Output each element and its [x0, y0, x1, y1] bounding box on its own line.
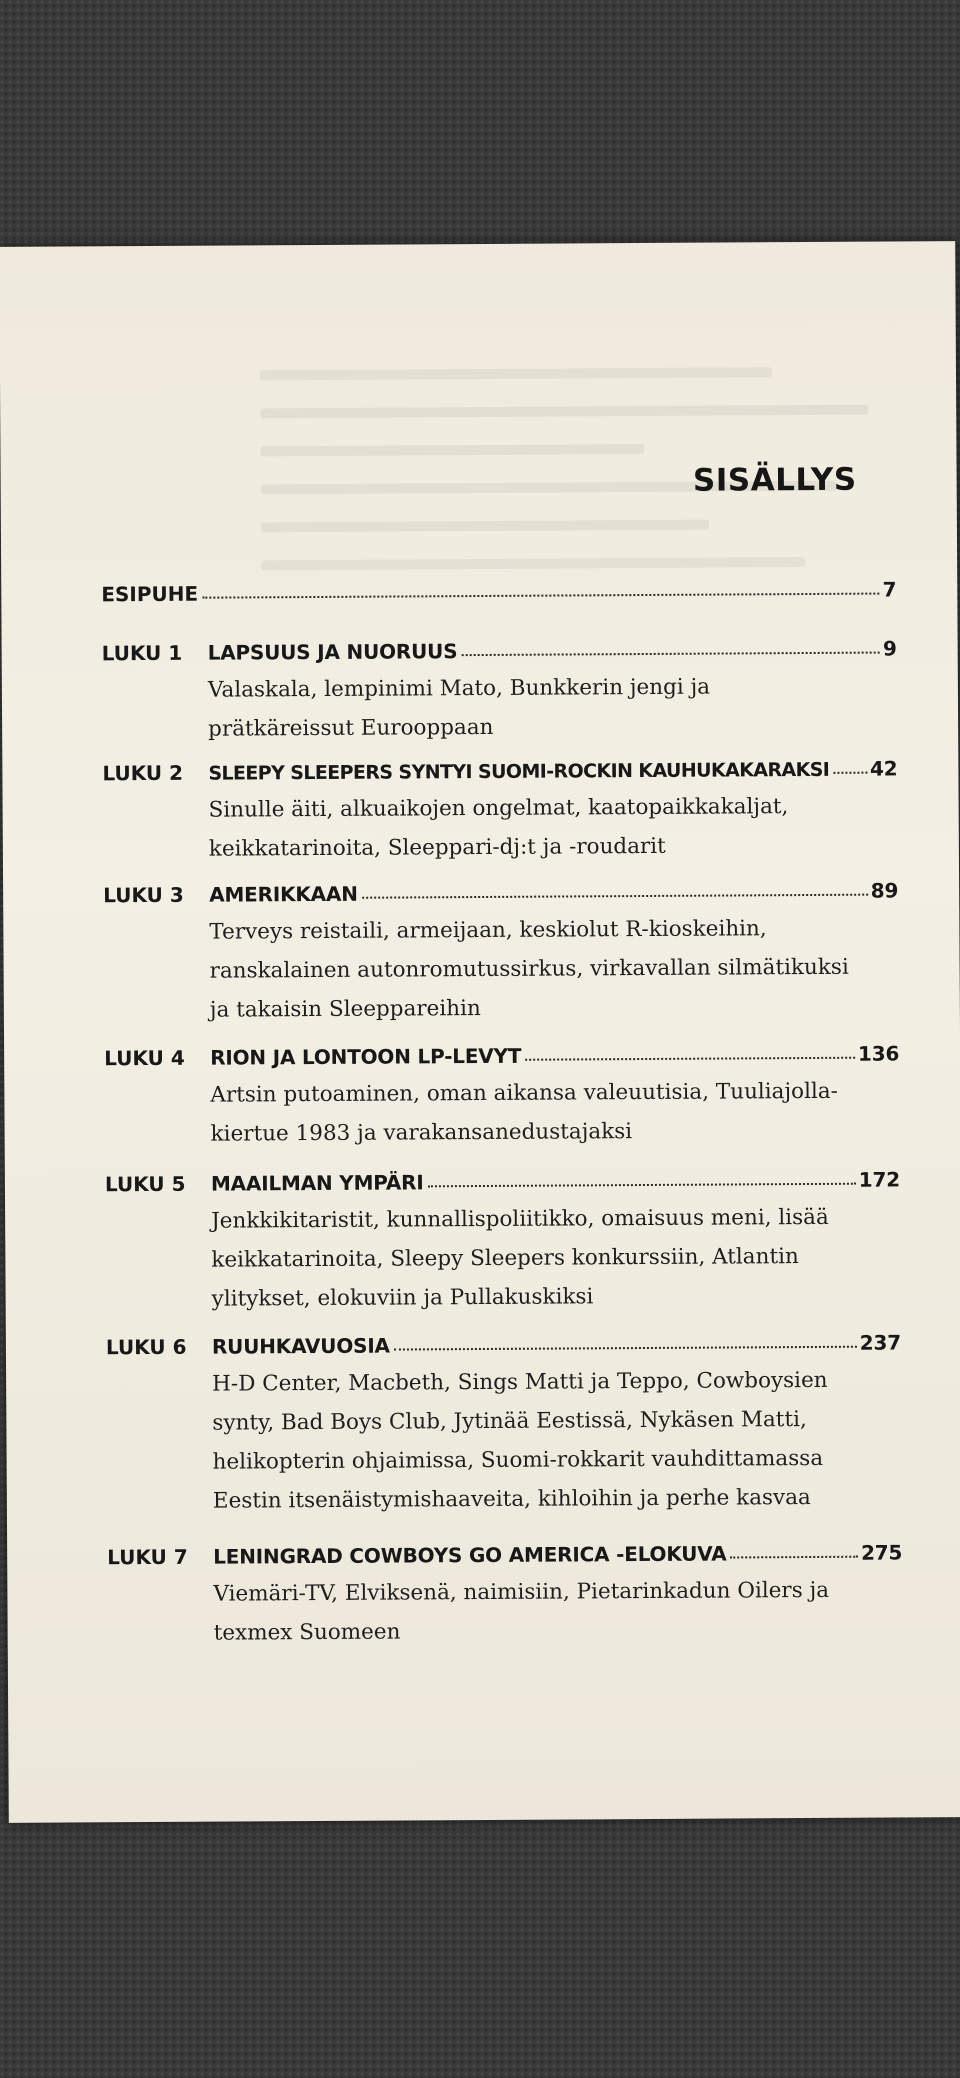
toc-entry-label: LUKU 1 — [101, 640, 183, 666]
toc-entry-description: Artsin putoaminen, oman aikansa valeuutisia, Tuuliajolla-kiertue 1983 ja varakansanedustajaksi — [210, 1078, 838, 1147]
toc-entry-chapter-1 — [102, 636, 898, 749]
toc-entry-title: SLEEPY SLEEPERS SYNTYI SUOMI-ROCKIN KAUHUKAKARAKSI — [208, 758, 830, 785]
toc-entry-label: ESIPUHE — [101, 581, 199, 607]
toc-entry-label: LUKU 7 — [107, 1544, 188, 1570]
toc-entry-description: Viemäri-TV, Elviksenä, naimisiin, Pietarinkadun Oilers ja texmex Suomeen — [213, 1577, 830, 1646]
toc-entry-page: 9 — [882, 636, 897, 661]
toc-entry-label: LUKU 4 — [104, 1045, 185, 1071]
toc-entry-chapter-3 — [103, 878, 899, 1030]
toc-entry-label: LUKU 3 — [103, 882, 184, 908]
toc-entry-description: Terveys reistaili, armeijaan, keskiolut R-kioskeihin, ranskalainen autonromutussirkus, virkavallan silmätikuksi ja takaisin Sleeppareihin — [209, 916, 849, 1023]
toc-entry-title: RUUHKAVUOSIA — [211, 1333, 390, 1359]
toc-entry-chapter-5 — [105, 1167, 901, 1319]
leader-dots — [525, 1057, 855, 1061]
toc-entry-chapter-2 — [102, 756, 898, 869]
book-page — [0, 241, 960, 1823]
toc-entry-title: AMERIKKAAN — [209, 881, 358, 907]
toc-entry-description: H-D Center, Macbeth, Sings Matti ja Teppo, Cowboysien synty, Bad Boys Club, Jytinää Eestissä, Nykäsen Matti, helikopterin ohjaimissa, Suomi-rokkarit vauhdittamassa Eestin itsenäistymishaaveita, kihloihin ja perhe kasvaa — [212, 1367, 828, 1514]
toc-entry-chapter-7 — [107, 1540, 903, 1653]
toc-entry-page: 237 — [859, 1330, 901, 1355]
toc-entry-page: 89 — [870, 878, 899, 903]
toc-entry-title: LENINGRAD COWBOYS GO AMERICA -ELOKUVA — [213, 1541, 727, 1569]
leader-dots — [202, 593, 879, 599]
toc-entry-page: 136 — [857, 1041, 900, 1066]
toc-entry-title: LAPSUUS JA NUORUUS — [207, 639, 458, 665]
leader-dots — [730, 1556, 858, 1559]
toc-entry-page: 7 — [882, 577, 897, 602]
toc-entry-title: RION JA LONTOON LP-LEVYT — [210, 1043, 522, 1070]
toc-entry-label: LUKU 6 — [105, 1334, 187, 1360]
leader-dots — [428, 1183, 856, 1188]
toc-entry-page: 172 — [858, 1167, 900, 1192]
toc-entry-page: 42 — [869, 756, 898, 781]
bleed-through-text — [260, 366, 902, 670]
toc-entry-title: MAAILMAN YMPÄRI — [210, 1170, 424, 1196]
toc-entry-preface — [101, 577, 896, 606]
toc-entry-chapter-6 — [106, 1330, 902, 1521]
toc-entry-description: Valaskala, lempinimi Mato, Bunkkerin jengi ja prätkäreissut Eurooppaan — [207, 674, 711, 742]
toc-entry-page: 275 — [860, 1540, 903, 1565]
toc-entry-label: LUKU 2 — [102, 760, 184, 786]
toc-entry-description: Sinulle äiti, alkuaikojen ongelmat, kaatopaikkakaljat, keikkatarinoita, Sleeppari-dj:t ja -roudarit — [208, 794, 789, 862]
toc-entry-chapter-4 — [104, 1041, 900, 1154]
leader-dots — [394, 1346, 857, 1351]
page-title: SISÄLLYS — [692, 461, 857, 499]
leader-dots — [461, 652, 880, 657]
toc-entry-description: Jenkkikitaristit, kunnallispoliitikko, omaisuus meni, lisää keikkatarinoita, Sleepy Sleepers konkurssiin, Atlantin ylitykset, elokuviin ja Pullakuskiksi — [211, 1204, 829, 1312]
leader-dots — [362, 894, 868, 899]
toc-entry-label: LUKU 5 — [104, 1171, 186, 1197]
leader-dots — [833, 772, 867, 774]
